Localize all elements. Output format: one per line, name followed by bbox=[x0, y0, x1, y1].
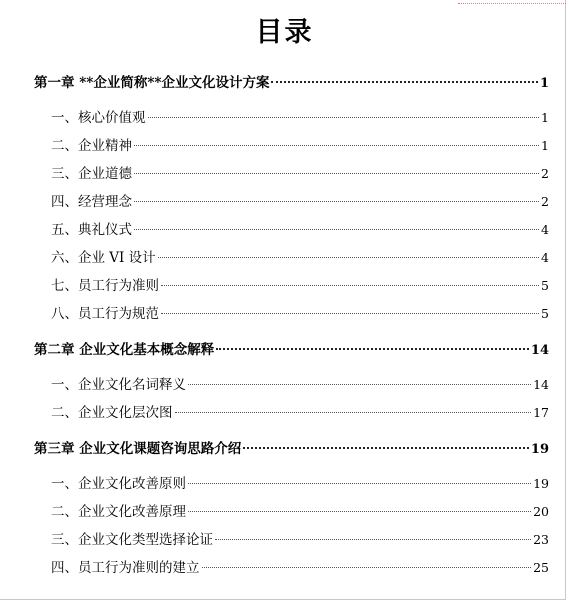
toc-section-entry[interactable] bbox=[51, 163, 549, 185]
toc-chapter-entry[interactable] bbox=[34, 339, 549, 361]
toc-entry-label: 三、企业文化类型选择论证 bbox=[51, 532, 213, 548]
toc-page-number: 19 bbox=[533, 476, 549, 491]
toc-entry-label: 二、企业精神 bbox=[51, 138, 132, 154]
toc-section-entry[interactable] bbox=[51, 501, 549, 523]
toc-entry-label: 五、典礼仪式 bbox=[51, 222, 132, 238]
dot-leader bbox=[188, 511, 531, 512]
toc-page-number: 1 bbox=[539, 76, 549, 91]
toc-section-entry[interactable] bbox=[51, 557, 549, 579]
toc-entry-label: 八、员工行为规范 bbox=[51, 306, 159, 322]
toc-entry-label: 第一章 **企业简称**企业文化设计方案 bbox=[34, 75, 270, 91]
toc-entry-label: 一、企业文化名词释义 bbox=[51, 377, 186, 393]
toc-section-entry[interactable] bbox=[51, 191, 549, 213]
dot-leader bbox=[243, 447, 529, 449]
toc-page-number: 1 bbox=[541, 138, 549, 153]
toc-entry-label: 七、员工行为准则 bbox=[51, 278, 159, 294]
toc-page-number: 4 bbox=[541, 222, 549, 237]
dot-leader bbox=[134, 229, 539, 230]
toc-entry-label: 四、员工行为准则的建立 bbox=[51, 560, 200, 576]
dot-leader bbox=[202, 567, 532, 568]
toc-section-entry[interactable] bbox=[51, 247, 549, 269]
toc-section-entry[interactable] bbox=[51, 275, 549, 297]
dot-leader bbox=[188, 384, 531, 385]
toc-page-number: 1 bbox=[541, 110, 549, 125]
toc-entry-label: 二、企业文化改善原理 bbox=[51, 504, 186, 520]
dot-leader bbox=[134, 201, 539, 202]
toc-entry-label: 一、核心价值观 bbox=[51, 110, 146, 126]
toc-chapter-entry[interactable] bbox=[34, 438, 549, 460]
page-corner-mark bbox=[458, 0, 566, 4]
toc-entry-label: 一、企业文化改善原则 bbox=[51, 476, 186, 492]
toc-page-number: 4 bbox=[541, 250, 549, 265]
toc-section-entry[interactable] bbox=[51, 135, 549, 157]
toc-page-number: 14 bbox=[530, 343, 549, 358]
toc-page-number: 14 bbox=[533, 377, 549, 392]
toc-entry-label: 二、企业文化层次图 bbox=[51, 405, 173, 421]
toc-section-entry[interactable] bbox=[51, 219, 549, 241]
toc-entry-label: 四、经营理念 bbox=[51, 194, 132, 210]
toc-entry-label: 第三章 企业文化课题咨询思路介绍 bbox=[34, 441, 242, 457]
toc-page-number: 25 bbox=[533, 560, 549, 575]
toc-chapter-entry[interactable] bbox=[34, 72, 549, 94]
dot-leader bbox=[271, 81, 538, 83]
dot-leader bbox=[215, 539, 531, 540]
toc-page-number: 20 bbox=[533, 504, 549, 519]
toc-section-entry[interactable] bbox=[51, 473, 549, 495]
dot-leader bbox=[161, 313, 539, 314]
dot-leader bbox=[158, 257, 539, 258]
dot-leader bbox=[148, 117, 540, 118]
toc-entry-label: 第二章 企业文化基本概念解释 bbox=[34, 342, 215, 358]
dot-leader bbox=[188, 483, 531, 484]
dot-leader bbox=[134, 173, 539, 174]
toc-page-number: 17 bbox=[533, 405, 549, 420]
dot-leader bbox=[161, 285, 539, 286]
dot-leader bbox=[216, 348, 529, 350]
toc-page-number: 5 bbox=[541, 278, 549, 293]
toc-entry-label: 六、企业 VI 设计 bbox=[51, 250, 156, 266]
toc-page-number: 19 bbox=[530, 442, 549, 457]
toc-section-entry[interactable] bbox=[51, 529, 549, 551]
toc-section-entry[interactable] bbox=[51, 374, 549, 396]
toc-page-number: 2 bbox=[541, 166, 549, 181]
toc-title: 目录 bbox=[255, 17, 314, 48]
toc-page-number: 2 bbox=[541, 194, 549, 209]
toc-section-entry[interactable] bbox=[51, 402, 549, 424]
toc-entry-label: 三、企业道德 bbox=[51, 166, 132, 182]
dot-leader bbox=[175, 412, 532, 413]
toc-page-number: 23 bbox=[533, 532, 549, 547]
dot-leader bbox=[134, 145, 539, 146]
toc-section-entry[interactable] bbox=[51, 303, 549, 325]
toc-section-entry[interactable] bbox=[51, 107, 549, 129]
toc-page-number: 5 bbox=[541, 306, 549, 321]
